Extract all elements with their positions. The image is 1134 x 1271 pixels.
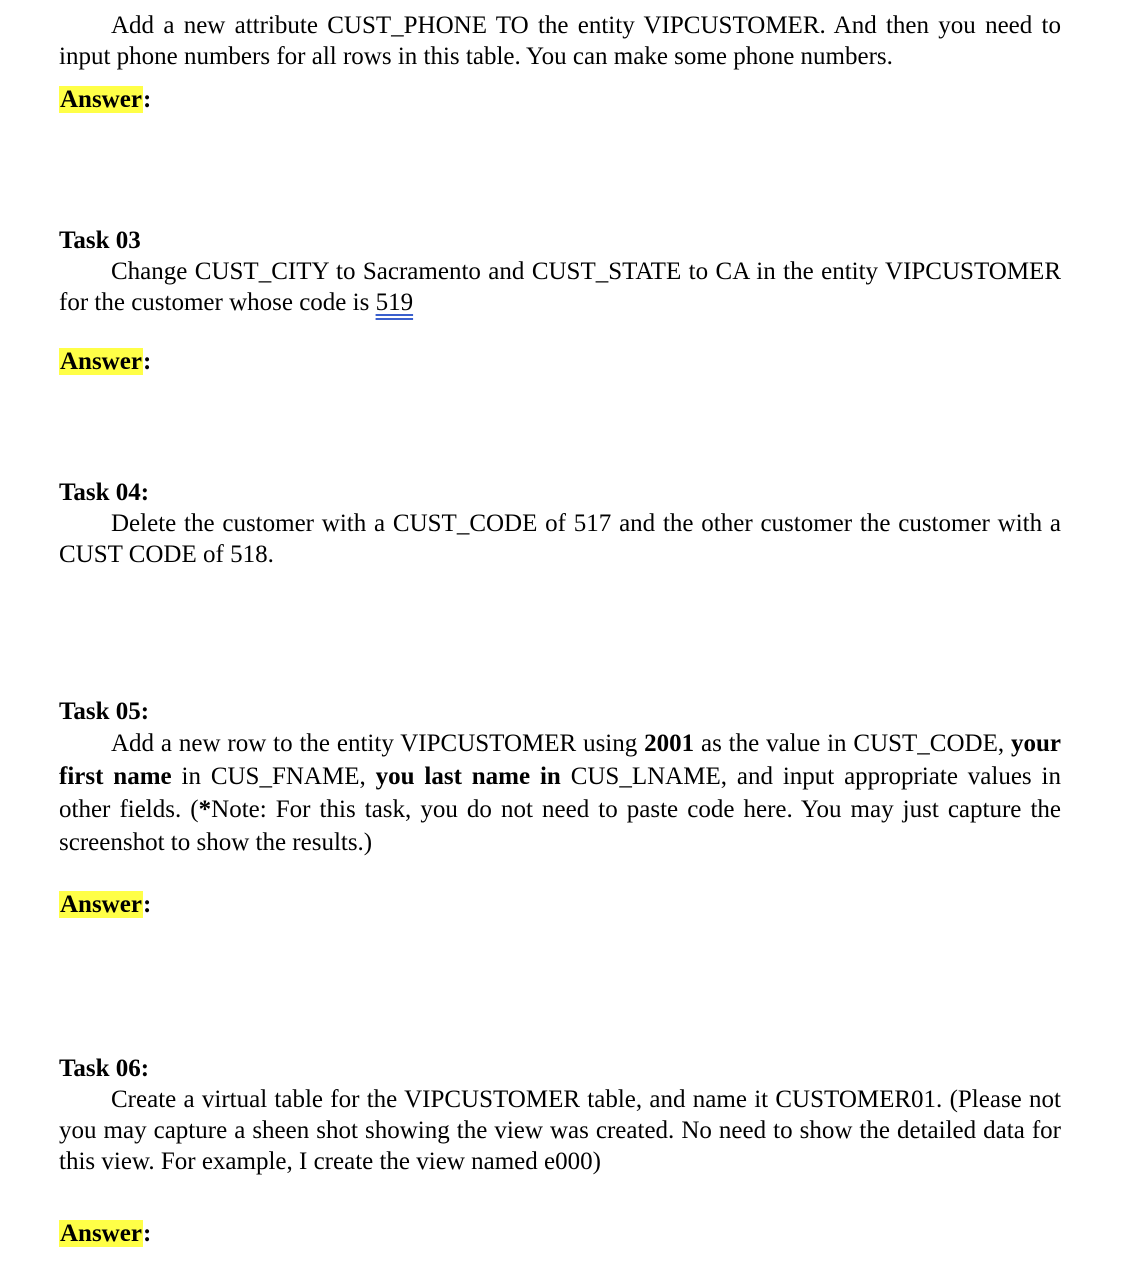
task-06-description: Create a virtual table for the VIPCUSTOMER table, and name it CUSTOMER01. (Please not you may capture a sheen shot showing the view was created. No need to show the detailed data for this view. For example, I create the view named e000) bbox=[59, 1086, 1061, 1175]
task-03-title: Task 03 bbox=[59, 227, 141, 254]
task-05-answer: Answer: bbox=[60, 891, 152, 918]
answer-label: Answer bbox=[60, 86, 142, 113]
task-05-title: Task 05: bbox=[59, 698, 150, 725]
task-02-section bbox=[59, 10, 1061, 115]
answer-label: Answer bbox=[60, 348, 142, 375]
task-04-section bbox=[59, 477, 1061, 570]
answer-label: Answer bbox=[60, 1220, 142, 1247]
task-06-answer: Answer: bbox=[60, 1220, 152, 1247]
task-05-section bbox=[59, 696, 1061, 920]
task-06-section bbox=[59, 1053, 1061, 1249]
task-06-title: Task 06: bbox=[59, 1055, 150, 1082]
task-04-title: Task 04: bbox=[59, 479, 150, 506]
task-03-description: Change CUST_CITY to Sacramento and CUST_STATE to CA in the entity VIPCUSTOMER for the customer whose code is 519 bbox=[59, 258, 1061, 316]
answer-label: Answer bbox=[60, 891, 142, 918]
customer-code-519: 519 bbox=[375, 289, 414, 316]
task-03-answer: Answer: bbox=[60, 348, 152, 375]
task-05-description: Add a new row to the entity VIPCUSTOMER using 2001 as the value in CUST_CODE, your first name in CUS_FNAME, you last name in CUS_LNAME, and input appropriate values in other fields. (*Note: For this task, you do not need to paste code here. You may just capture the screenshot to show the results.) bbox=[59, 730, 1062, 856]
task-04-description: Delete the customer with a CUST_CODE of 517 and the other customer the customer with a CUST CODE of 518. bbox=[59, 510, 1061, 568]
task-03-section bbox=[59, 225, 1061, 377]
task-02-answer: Answer: bbox=[60, 86, 152, 113]
task-02-description: Add a new attribute CUST_PHONE TO the entity VIPCUSTOMER. And then you need to input phone numbers for all rows in this table. You can make some phone numbers. bbox=[59, 12, 1061, 70]
